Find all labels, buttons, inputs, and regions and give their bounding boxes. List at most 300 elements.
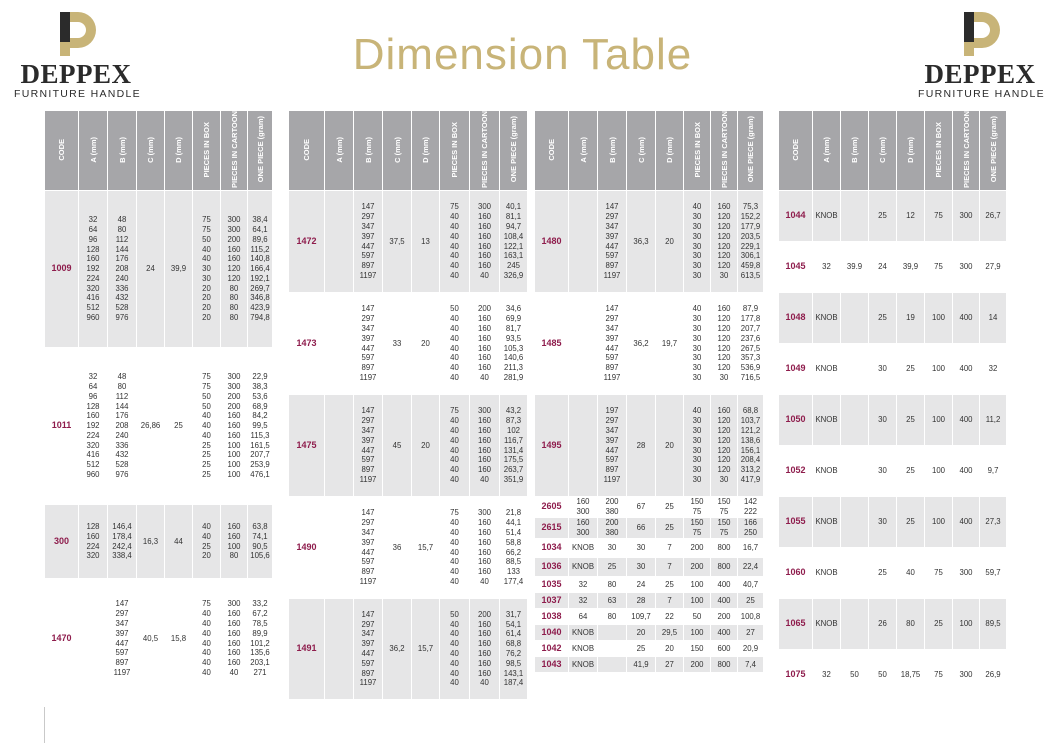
table-row: [535, 593, 764, 609]
table-row: [779, 599, 1007, 650]
cell-c-mm: 40,5: [137, 579, 165, 699]
cell-d-mm: 20: [656, 191, 684, 293]
cell-one-piece-gram: 22,9 38,3 53,6 68,9 84,2 99,5 115,3 161,5 207,7 253,9 476,1: [248, 348, 273, 505]
cell-c-mm: 26,86: [137, 348, 165, 505]
cell-c-mm: 33: [383, 293, 412, 395]
cell-d-mm: 20: [412, 395, 440, 497]
cell-d-mm: 22: [656, 609, 684, 625]
cell-c-mm: 30: [869, 497, 897, 548]
cell-c-mm: 36,2: [383, 599, 412, 700]
column-header-label: CODE: [302, 138, 311, 161]
cell-d-mm: 15,7: [412, 497, 440, 599]
table-row: [45, 579, 273, 699]
cell-a-mm: 128 160 224 320: [79, 505, 108, 579]
cell-pieces-in-box: 200: [684, 539, 711, 558]
cell-pieces-in-box: 75: [925, 548, 953, 599]
column-header-label: C (mm): [878, 136, 887, 163]
column-header-label: PIECES IN BOX: [202, 121, 211, 178]
cell-one-piece-gram: 100,8: [738, 609, 764, 625]
cell-a-mm: KNOB: [813, 548, 841, 599]
cell-d-mm: 20: [412, 293, 440, 395]
cell-a-mm: 160 300: [569, 497, 598, 518]
column-header-label: ONE PIECE (gram): [988, 116, 998, 183]
table-row: [535, 518, 764, 539]
cell-a-mm: KNOB: [813, 344, 841, 395]
cell-pieces-in-box: 100: [925, 395, 953, 446]
column-header-label: PIECES IN CARTOON: [961, 111, 971, 188]
column-header-a-mm: [569, 111, 598, 191]
cell-code: 1485: [535, 293, 569, 395]
cell-d-mm: 13: [412, 191, 440, 293]
cell-code: 1050: [779, 395, 813, 446]
column-header-b-mm: [598, 111, 627, 191]
cell-a-mm: 32: [569, 577, 598, 593]
cell-a-mm: KNOB: [813, 497, 841, 548]
cell-code: 2605: [535, 497, 569, 518]
cell-c-mm: 28: [627, 593, 656, 609]
cell-a-mm: [325, 395, 354, 497]
column-header-pieces-in-box: [684, 111, 711, 191]
cell-code: 1055: [779, 497, 813, 548]
cell-pieces-in-box: 75 75 50 50 40 40 40 25 25 25 25: [193, 348, 221, 505]
cell-a-mm: [569, 395, 598, 497]
dimension-table-3: [534, 110, 764, 673]
cell-code: 2615: [535, 518, 569, 539]
column-header-label: C (mm): [146, 136, 155, 163]
cell-b-mm: 147 297 347 397 447 597 897 1197: [598, 293, 627, 395]
cell-pieces-in-cartoon: 300 300 200 200 160 160 160 100 100 100 100: [221, 348, 248, 505]
cell-d-mm: 25: [897, 446, 925, 497]
header-row: [779, 111, 1007, 191]
cell-b-mm: 25: [598, 558, 627, 577]
column-header-label: C (mm): [392, 136, 402, 163]
cell-a-mm: 32 64 96 128 160 192 224 320 416 512 960: [79, 191, 108, 348]
cell-pieces-in-cartoon: 300 160 160 160 160 160 160 40: [470, 191, 500, 293]
cell-pieces-in-box: 75 75 50 40 40 30 30 20 20 20 20: [193, 191, 221, 348]
column-header-label: C (mm): [636, 136, 646, 163]
column-header-label: A (mm): [822, 136, 831, 163]
brand-tagline: FURNITURE HANDLE: [918, 88, 1045, 100]
cell-d-mm: 18,75: [897, 650, 925, 701]
cell-pieces-in-cartoon: 300: [953, 191, 980, 242]
cell-pieces-in-cartoon: 150 75: [711, 518, 738, 539]
cell-one-piece-gram: 43,2 87,3 102 116,7 131,4 175,5 263,7 351,9: [500, 395, 528, 497]
cell-code: 1043: [535, 657, 569, 673]
cell-pieces-in-cartoon: 400: [953, 497, 980, 548]
cell-pieces-in-cartoon: 150 75: [711, 497, 738, 518]
cell-b-mm: 147 297 347 397 447 597 897 1197: [354, 497, 383, 599]
cell-d-mm: 20: [656, 641, 684, 657]
cell-pieces-in-cartoon: 160 120 120 120 120 120 120 30: [711, 191, 738, 293]
cell-b-mm: [598, 625, 627, 641]
cell-d-mm: 7: [656, 593, 684, 609]
cell-b-mm: [841, 191, 869, 242]
cell-pieces-in-box: 75 40 40 40 40 40 40 40: [440, 497, 470, 599]
cell-c-mm: 25: [869, 191, 897, 242]
cell-c-mm: 30: [869, 446, 897, 497]
column-header-one-piece-gram: [500, 111, 528, 191]
cell-a-mm: [569, 191, 598, 293]
cell-pieces-in-box: 150 75: [684, 497, 711, 518]
cell-pieces-in-box: 40 30 30 30 30 30 30 30: [684, 191, 711, 293]
cell-c-mm: 36,2: [627, 293, 656, 395]
cell-c-mm: 66: [627, 518, 656, 539]
column-header-c-mm: [137, 111, 165, 191]
cell-code: 1060: [779, 548, 813, 599]
cell-d-mm: 25: [656, 497, 684, 518]
cell-d-mm: 19: [897, 293, 925, 344]
cell-b-mm: 147 297 347 397 447 597 897 1197: [598, 191, 627, 293]
brand-logo-right: [918, 10, 1045, 110]
cell-code: 1473: [289, 293, 325, 395]
column-header-one-piece-gram: [248, 111, 273, 191]
cell-b-mm: 147 297 347 397 447 597 897 1197: [354, 599, 383, 700]
cell-d-mm: 7: [656, 558, 684, 577]
cell-pieces-in-cartoon: 400: [711, 593, 738, 609]
cell-code: 1475: [289, 395, 325, 497]
cell-c-mm: 25: [627, 641, 656, 657]
cell-d-mm: 20: [656, 395, 684, 497]
cell-b-mm: [598, 641, 627, 657]
cell-one-piece-gram: 38,4 64,1 89,6 115,2 140,8 166,4 192,1 269,7 346,8 423,9 794,8: [248, 191, 273, 348]
cell-b-mm: 80: [598, 609, 627, 625]
column-header-b-mm: [354, 111, 383, 191]
table-row: [779, 395, 1007, 446]
cell-one-piece-gram: 11,2: [980, 395, 1007, 446]
cell-pieces-in-box: 100: [925, 446, 953, 497]
cell-pieces-in-cartoon: 800: [711, 657, 738, 673]
cell-d-mm: 25: [897, 395, 925, 446]
cell-d-mm: 39,9: [165, 191, 193, 348]
cell-b-mm: 147 297 347 397 447 597 897 1197: [354, 293, 383, 395]
cell-pieces-in-box: 50 40 40 40 40 40 40 40: [440, 293, 470, 395]
cell-pieces-in-box: 75 40 40 40 40 40 40 40: [440, 395, 470, 497]
column-header-pieces-in-cartoon: [221, 111, 248, 191]
cell-c-mm: 109,7: [627, 609, 656, 625]
cell-pieces-in-box: 40 30 30 30 30 30 30 30: [684, 395, 711, 497]
cell-d-mm: 25: [165, 348, 193, 505]
cell-b-mm: [841, 395, 869, 446]
cell-code: 1036: [535, 558, 569, 577]
column-header-c-mm: [869, 111, 897, 191]
cell-c-mm: 36: [383, 497, 412, 599]
column-header-label: PIECES IN BOX: [692, 121, 702, 178]
cell-pieces-in-cartoon: 800: [711, 558, 738, 577]
cell-one-piece-gram: 14: [980, 293, 1007, 344]
cell-code: 1045: [779, 242, 813, 293]
cell-d-mm: 27: [656, 657, 684, 673]
cell-one-piece-gram: 33,2 67,2 78,5 89,9 101,2 135,6 203,1 271: [248, 579, 273, 699]
cell-pieces-in-box: 40 40 25 20: [193, 505, 221, 579]
header-row: [289, 111, 528, 191]
table-row: [779, 344, 1007, 395]
cell-code: 1472: [289, 191, 325, 293]
table-row: [535, 539, 764, 558]
cell-code: 1052: [779, 446, 813, 497]
column-header-one-piece-gram: [980, 111, 1007, 191]
cell-one-piece-gram: 142 222: [738, 497, 764, 518]
page-title: Dimension Table: [352, 30, 693, 79]
cell-c-mm: 50: [869, 650, 897, 701]
cell-pieces-in-cartoon: 600: [711, 641, 738, 657]
cell-b-mm: [841, 497, 869, 548]
cell-b-mm: 39.9: [841, 242, 869, 293]
cell-d-mm: 80: [897, 599, 925, 650]
column-header-label: ONE PIECE (gram): [746, 116, 755, 183]
cell-code: 1042: [535, 641, 569, 657]
cell-pieces-in-box: 75 40 40 40 40 40 40 40: [193, 579, 221, 699]
table-row: [45, 505, 273, 579]
cell-pieces-in-box: 100: [925, 293, 953, 344]
cell-one-piece-gram: 27: [738, 625, 764, 641]
cell-pieces-in-cartoon: 400: [953, 395, 980, 446]
cell-pieces-in-box: 75: [925, 650, 953, 701]
cell-one-piece-gram: 40,7: [738, 577, 764, 593]
cell-one-piece-gram: 63,8 74,1 90,5 105,6: [248, 505, 273, 579]
cell-d-mm: 25: [656, 518, 684, 539]
cell-one-piece-gram: 31,7 54,1 61,4 68,8 76,2 98,5 143,1 187,4: [500, 599, 528, 700]
table-row: [289, 191, 528, 293]
table-row: [45, 348, 273, 505]
cell-a-mm: [325, 191, 354, 293]
cell-one-piece-gram: 68,8 103,7 121,2 138,6 156,1 208,4 313,2 417,9: [738, 395, 764, 497]
cell-pieces-in-box: 50: [684, 609, 711, 625]
column-header-pieces-in-box: [925, 111, 953, 191]
cell-pieces-in-cartoon: 300: [953, 242, 980, 293]
column-header-b-mm: [841, 111, 869, 191]
column-header-code: [289, 111, 325, 191]
cell-one-piece-gram: 21,8 44,1 51,4 58,8 66,2 88,5 133 177,4: [500, 497, 528, 599]
cell-pieces-in-box: 100: [925, 344, 953, 395]
cell-code: 1037: [535, 593, 569, 609]
column-header-d-mm: [165, 111, 193, 191]
cell-pieces-in-cartoon: 300 160 160 160 160 160 160 40: [221, 579, 248, 699]
cell-pieces-in-cartoon: 800: [711, 539, 738, 558]
cell-code: 300: [45, 505, 79, 579]
cell-pieces-in-cartoon: 300: [953, 650, 980, 701]
cell-pieces-in-cartoon: 300 160 160 160 160 160 160 40: [470, 395, 500, 497]
column-header-d-mm: [897, 111, 925, 191]
cell-d-mm: 40: [897, 548, 925, 599]
cell-a-mm: 32: [813, 650, 841, 701]
cell-pieces-in-cartoon: 400: [711, 625, 738, 641]
cell-pieces-in-box: 100: [925, 497, 953, 548]
cell-a-mm: KNOB: [569, 558, 598, 577]
cell-c-mm: 25: [869, 293, 897, 344]
column-header-label: D (mm): [174, 136, 183, 163]
column-header-label: A (mm): [334, 136, 344, 163]
column-header-code: [779, 111, 813, 191]
cell-a-mm: KNOB: [569, 657, 598, 673]
deppex-monogram-icon: [958, 10, 1002, 56]
cell-code: 1065: [779, 599, 813, 650]
cell-code: 1075: [779, 650, 813, 701]
cell-pieces-in-box: 75: [925, 191, 953, 242]
cell-code: 1049: [779, 344, 813, 395]
cell-code: 1038: [535, 609, 569, 625]
column-header-d-mm: [656, 111, 684, 191]
table-row: [289, 395, 528, 497]
brand-name: DEPPEX: [20, 59, 132, 89]
table-row: [535, 558, 764, 577]
table-row: [779, 446, 1007, 497]
cell-d-mm: 12: [897, 191, 925, 242]
table-row: [535, 293, 764, 395]
cell-one-piece-gram: 27,3: [980, 497, 1007, 548]
cell-one-piece-gram: 75,3 152,2 177,9 203,5 229,1 306,1 459,8 613,5: [738, 191, 764, 293]
cell-a-mm: KNOB: [569, 625, 598, 641]
cell-one-piece-gram: 40,1 81,1 94,7 108,4 122,1 163,1 245 326,9: [500, 191, 528, 293]
cell-c-mm: 24: [627, 577, 656, 593]
brand-name: DEPPEX: [924, 59, 1036, 89]
cell-b-mm: 146,4 178,4 242,4 338,4: [108, 505, 137, 579]
cell-code: 1495: [535, 395, 569, 497]
cell-pieces-in-cartoon: 400: [953, 344, 980, 395]
divider: [44, 707, 45, 743]
cell-a-mm: [79, 579, 108, 699]
cell-b-mm: 197 297 347 397 447 597 897 1197: [598, 395, 627, 497]
table-row: [535, 395, 764, 497]
cell-c-mm: 24: [869, 242, 897, 293]
cell-code: 1044: [779, 191, 813, 242]
cell-pieces-in-box: 75: [925, 242, 953, 293]
cell-a-mm: [325, 599, 354, 700]
cell-pieces-in-cartoon: 300 300 200 160 160 120 120 80 80 80 80: [221, 191, 248, 348]
cell-pieces-in-box: 75 40 40 40 40 40 40 40: [440, 191, 470, 293]
cell-code: 1491: [289, 599, 325, 700]
table-row: [535, 191, 764, 293]
cell-code: 1034: [535, 539, 569, 558]
cell-one-piece-gram: 27,9: [980, 242, 1007, 293]
table-row: [779, 242, 1007, 293]
cell-b-mm: 200 380: [598, 497, 627, 518]
cell-b-mm: [841, 548, 869, 599]
column-header-label: PIECES IN BOX: [934, 121, 943, 178]
cell-pieces-in-cartoon: 160 120 120 120 120 120 120 30: [711, 395, 738, 497]
cell-d-mm: 15,8: [165, 579, 193, 699]
cell-one-piece-gram: 20,9: [738, 641, 764, 657]
cell-one-piece-gram: 32: [980, 344, 1007, 395]
cell-b-mm: [598, 657, 627, 673]
cell-d-mm: 7: [656, 539, 684, 558]
column-header-label: B (mm): [363, 136, 373, 163]
table-row: [779, 650, 1007, 701]
cell-a-mm: KNOB: [813, 191, 841, 242]
cell-d-mm: 39,9: [897, 242, 925, 293]
cell-b-mm: 200 380: [598, 518, 627, 539]
cell-b-mm: 147 297 347 397 447 597 897 1197: [354, 395, 383, 497]
cell-d-mm: 44: [165, 505, 193, 579]
cell-c-mm: 30: [869, 395, 897, 446]
column-header-c-mm: [383, 111, 412, 191]
cell-a-mm: 32: [569, 593, 598, 609]
column-header-label: ONE PIECE (gram): [255, 116, 265, 183]
table-row: [535, 625, 764, 641]
cell-b-mm: 147 297 347 397 447 597 897 1197: [354, 191, 383, 293]
cell-c-mm: 30: [627, 558, 656, 577]
cell-one-piece-gram: 9,7: [980, 446, 1007, 497]
cell-pieces-in-box: 100: [684, 577, 711, 593]
cell-pieces-in-cartoon: 160 120 120 120 120 120 120 30: [711, 293, 738, 395]
table-row: [289, 293, 528, 395]
table-row: [779, 548, 1007, 599]
table-row: [535, 609, 764, 625]
cell-a-mm: KNOB: [813, 599, 841, 650]
cell-c-mm: 24: [137, 191, 165, 348]
cell-pieces-in-cartoon: 200: [711, 609, 738, 625]
cell-one-piece-gram: 87,9 177,8 207,7 237,6 267,5 357,3 536,9 716,5: [738, 293, 764, 395]
cell-pieces-in-box: 100: [684, 593, 711, 609]
table-row: [45, 191, 273, 348]
cell-a-mm: KNOB: [813, 395, 841, 446]
cell-pieces-in-box: 40 30 30 30 30 30 30 30: [684, 293, 711, 395]
cell-b-mm: [841, 344, 869, 395]
cell-b-mm: 147 297 347 397 447 597 897 1197: [108, 579, 137, 699]
column-header-label: B (mm): [607, 136, 617, 163]
cell-pieces-in-box: 50 40 40 40 40 40 40 40: [440, 599, 470, 700]
cell-b-mm: 63: [598, 593, 627, 609]
cell-pieces-in-box: 200: [684, 558, 711, 577]
cell-d-mm: 25: [897, 344, 925, 395]
column-header-label: A (mm): [578, 136, 588, 163]
cell-code: 1011: [45, 348, 79, 505]
cell-c-mm: 16,3: [137, 505, 165, 579]
cell-code: 1470: [45, 579, 79, 699]
cell-b-mm: 48 80 112 144 176 208 240 336 432 528 976: [108, 191, 137, 348]
cell-b-mm: 48 80 112 144 176 208 240 336 432 528 976: [108, 348, 137, 505]
dimension-table-4: [778, 110, 1007, 701]
cell-a-mm: [569, 293, 598, 395]
cell-one-piece-gram: 26,9: [980, 650, 1007, 701]
cell-one-piece-gram: 25: [738, 593, 764, 609]
cell-d-mm: 25: [656, 577, 684, 593]
column-header-a-mm: [813, 111, 841, 191]
table-row: [535, 497, 764, 518]
cell-a-mm: KNOB: [569, 641, 598, 657]
table-row: [535, 657, 764, 673]
cell-pieces-in-cartoon: 400: [953, 293, 980, 344]
cell-c-mm: 41,9: [627, 657, 656, 673]
cell-code: 1048: [779, 293, 813, 344]
column-header-label: CODE: [547, 138, 556, 161]
cell-b-mm: [841, 599, 869, 650]
cell-d-mm: 19,7: [656, 293, 684, 395]
cell-pieces-in-cartoon: 400: [953, 446, 980, 497]
table-row: [289, 497, 528, 599]
column-header-label: D (mm): [906, 136, 915, 163]
column-header-pieces-in-cartoon: [711, 111, 738, 191]
column-header-one-piece-gram: [738, 111, 764, 191]
cell-c-mm: 25: [869, 548, 897, 599]
column-header-pieces-in-box: [440, 111, 470, 191]
cell-code: 1009: [45, 191, 79, 348]
table-row: [289, 599, 528, 700]
cell-c-mm: 28: [627, 395, 656, 497]
cell-a-mm: KNOB: [813, 446, 841, 497]
column-header-label: PIECES IN CARTOON: [480, 111, 489, 188]
column-header-c-mm: [627, 111, 656, 191]
cell-pieces-in-cartoon: 160 160 100 80: [221, 505, 248, 579]
column-header-pieces-in-cartoon: [470, 111, 500, 191]
cell-a-mm: [325, 497, 354, 599]
cell-b-mm: [841, 293, 869, 344]
cell-b-mm: 30: [598, 539, 627, 558]
column-header-label: B (mm): [117, 136, 127, 163]
cell-one-piece-gram: 59,7: [980, 548, 1007, 599]
table-row: [779, 293, 1007, 344]
column-header-code: [45, 111, 79, 191]
cell-pieces-in-cartoon: 200 160 160 160 160 160 160 40: [470, 599, 500, 700]
